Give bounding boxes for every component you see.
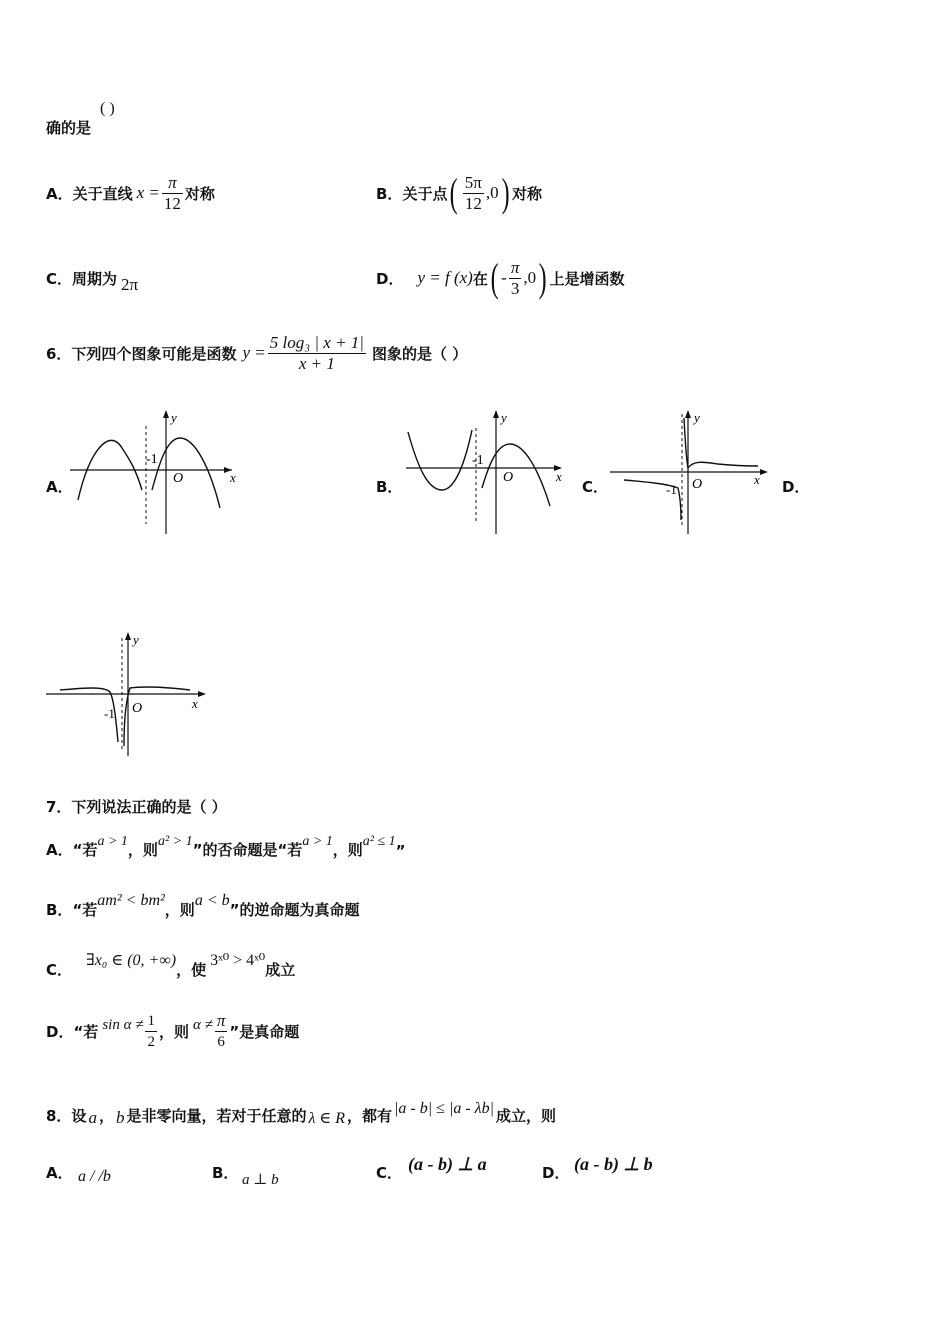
answer-paren: ( ) [100,100,115,117]
fraction-num: π [216,1010,226,1030]
graph-d [44,630,214,760]
math: ∃x₀ ∈ (0, +∞) [86,952,177,969]
q8-stem [46,1094,556,1126]
option-label: C． [46,270,73,288]
option-text: ，则 [164,901,195,919]
math: a² ≤ 1 [362,834,396,849]
fraction-den: 3 [510,278,520,298]
math-value: 2π [121,275,139,294]
q5-option-c [46,268,139,294]
q8-label-a: A． [46,1164,73,1182]
intro-text: 确的是 [46,119,92,137]
option-text: ，则 [158,1022,189,1041]
fraction-num: 1 [145,1011,157,1032]
option-text: ”是真命题 [229,1022,300,1041]
stem-text: ， [98,1107,114,1125]
graph-a [70,408,240,538]
fraction-den: x + 1 [298,353,335,373]
fraction [145,1011,157,1052]
q6-label-d: D． [782,478,810,496]
q7-stem: 7．下列说法正确的是（ ） [46,798,227,816]
right-paren: ) [501,170,510,215]
option-text: ，使 [176,961,207,979]
stem-text: ，都有 [347,1107,393,1125]
y-arrow [163,410,169,418]
origin-label: O [132,701,143,716]
stem-text: 图象的是（ ） [371,344,468,363]
option-text: “若 [73,1022,99,1041]
q8-math-a: a / /b [78,1168,111,1185]
option-text: 关于点 [402,184,448,203]
curve-left [408,430,472,490]
y-arrow [685,410,691,418]
option-text: ”的逆命题为真命题 [229,901,360,919]
math-tail: ,0 [485,183,499,202]
stem-text: 成立，则 [496,1107,557,1125]
y-arrow [493,410,499,418]
left-paren: ( [490,255,499,300]
fraction-den: 6 [217,1033,225,1050]
option-label: D． [376,269,404,288]
q6-stem [46,328,467,378]
option-text: “若 [72,901,98,919]
fraction [463,173,484,214]
q8-label-b: B． [212,1164,239,1182]
math-minus: - [501,268,507,287]
math: am² < bm² [97,892,165,909]
neg1-label: -1 [472,453,484,468]
option-text: 对称 [511,184,542,203]
y-label: y [501,410,507,425]
graph-b [400,408,575,538]
stem-text: 是非零向量，若对于任意的 [126,1107,307,1125]
x-label: x [754,472,760,487]
q8-math-c: (a - b) ⊥ a [408,1154,487,1174]
q7-option-b [46,890,359,920]
x-label: x [556,469,562,484]
option-text: 上是增函数 [549,269,625,288]
math: b [115,1108,125,1127]
q6-label-a: A． [46,478,73,496]
math: a > 1 [302,834,333,849]
origin-label: O [173,471,184,486]
neg1-label: -1 [146,452,158,467]
q7-option-a [46,832,406,860]
q6-label-b: B． [376,478,403,496]
option-label: A． [46,184,73,203]
y-arrow [125,632,131,640]
x-label: x [230,470,236,485]
y-label: y [171,410,177,425]
x-label: x [192,696,198,711]
fraction-den: 2 [147,1033,155,1050]
q5-option-b [376,163,542,223]
option-text: 在 [472,269,488,288]
q8-label-d: D． [542,1164,570,1182]
x-arrow [760,469,768,475]
q8-math-b: a ⊥ b [242,1172,279,1188]
graph-c [608,408,773,538]
option-label: D． [46,1022,74,1041]
neg1-label: -1 [666,482,677,497]
curve-right [152,438,220,508]
fraction-den: 12 [163,193,181,213]
math: 3ˣ⁰ > 4ˣ⁰ [210,952,266,969]
math: sin α ≠ [102,1016,144,1033]
fraction [215,1011,228,1052]
right-paren: ) [538,255,547,300]
curve-right [124,687,190,746]
q6-label-c: C． [582,478,609,496]
curve-right [684,418,758,468]
stem-text: 6．下列四个图象可能是函数 [46,344,237,363]
option-text: 对称 [184,184,215,203]
stem-text: 8．设 [46,1107,87,1125]
option-label: A． [46,841,73,859]
math: a² > 1 [157,834,193,849]
option-text: ” [395,842,406,860]
y-label: y [133,632,139,647]
option-label: B． [46,901,73,919]
option-text: ，则 [332,841,363,859]
option-text: ”的否命题是“若 [192,841,303,859]
option-text: “若 [72,841,98,859]
option-label: C． [46,961,73,979]
fraction-num: π [162,173,183,194]
left-paren: ( [450,170,459,215]
q8-math-d: (a - b) ⊥ b [574,1154,653,1174]
fraction-num: 5 log₃ | x + 1| [269,332,364,352]
neg1-label: -1 [104,706,115,721]
origin-label: O [503,470,514,485]
option-text: 成立 [265,961,296,979]
fraction-num: π [510,257,520,277]
curve-right [482,444,550,506]
origin-label: O [692,477,703,492]
math: a [88,1108,97,1127]
math-eq: y = [242,343,266,362]
q7-option-d [46,1008,299,1054]
option-text: ，则 [127,841,158,859]
q7-option-c [46,950,295,980]
option-label: B． [376,184,403,203]
fraction-den: 12 [464,193,482,213]
y-label: y [694,410,700,425]
x-arrow [198,691,206,697]
fraction [509,258,522,299]
math: |a - b| ≤ |a - λb| [394,1100,494,1117]
q5-option-a [46,168,215,218]
math: a < b [194,892,230,909]
option-text: 关于直线 [72,184,133,203]
fraction [268,333,366,374]
math-tail: ,0 [523,268,537,287]
q8-label-c: C． [376,1164,403,1182]
math: a > 1 [97,834,128,849]
math-eq: x = [136,183,160,202]
fraction-num: 5π [464,172,482,192]
math: α ≠ [192,1016,213,1033]
option-text: 周期为 [72,270,118,288]
q5-option-d [376,246,624,310]
fraction [162,173,183,214]
math-func: y = f (x) [417,268,473,287]
math: λ ∈ R [308,1110,346,1127]
